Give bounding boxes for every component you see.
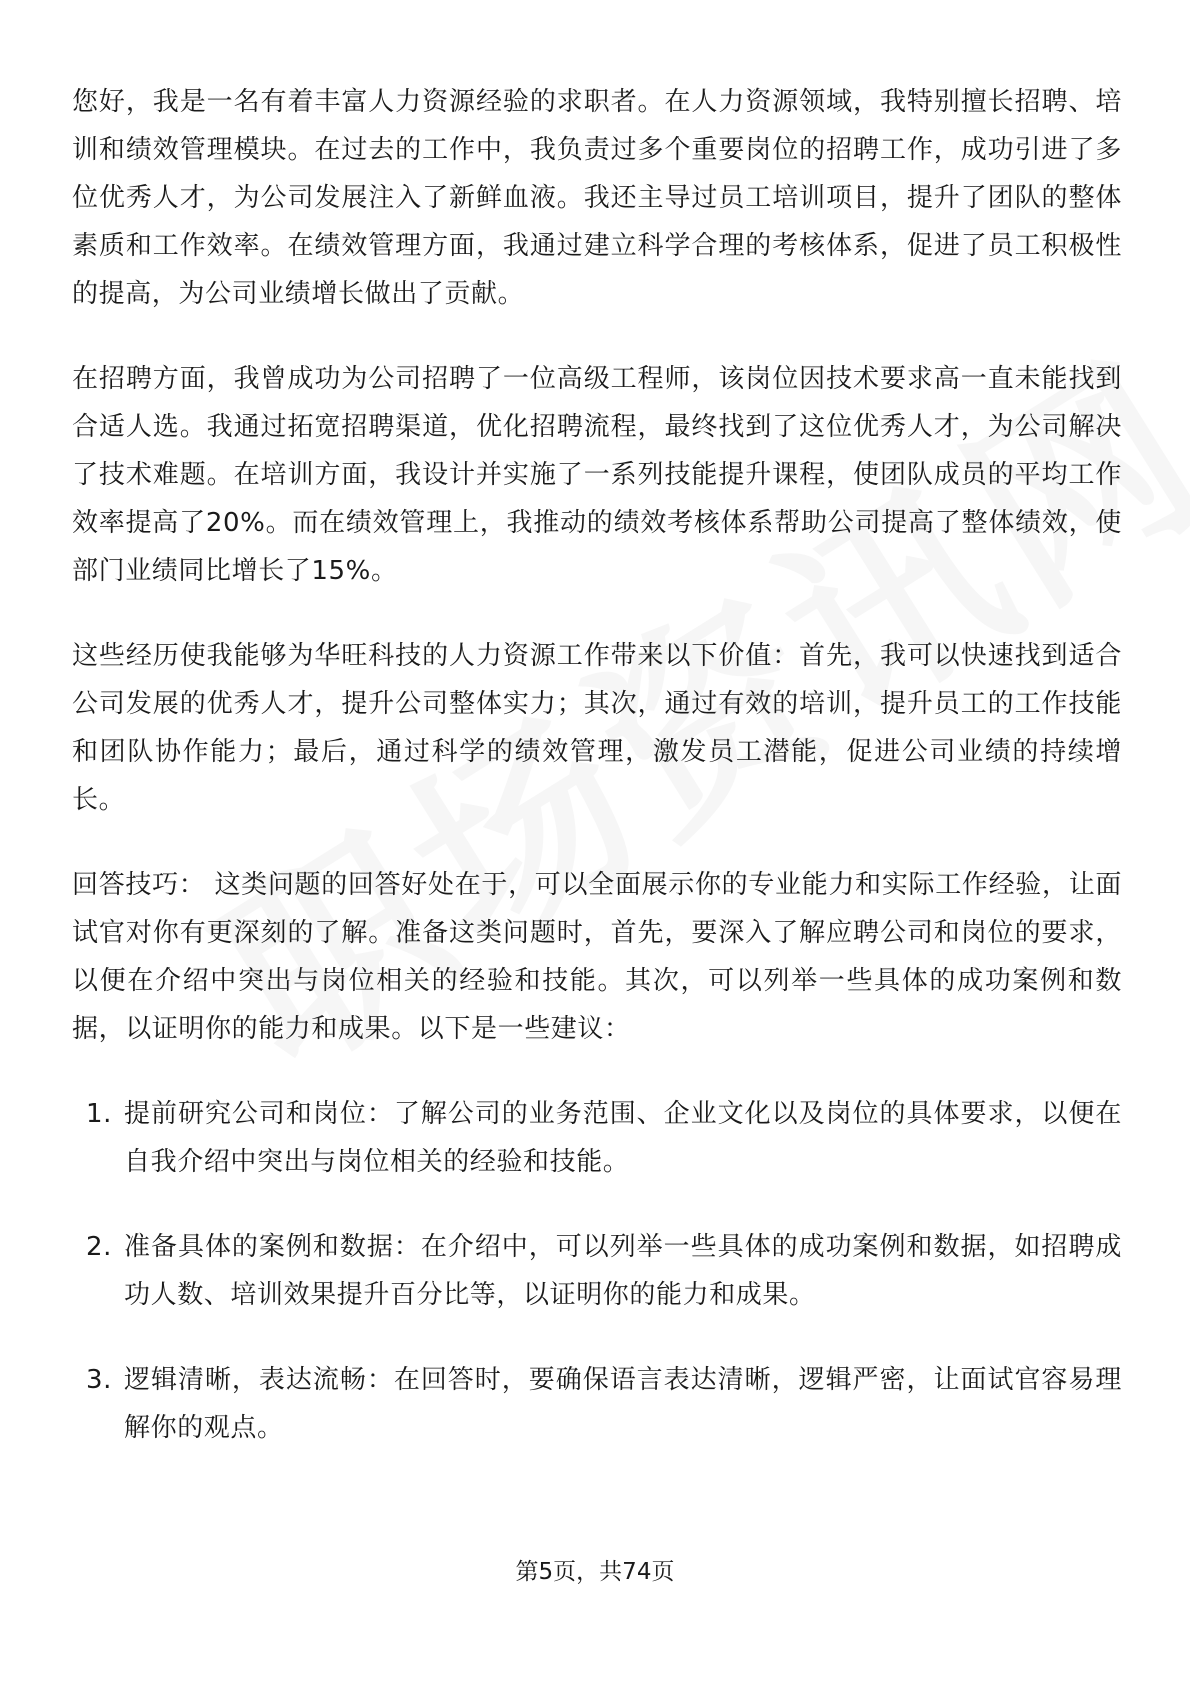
value-paragraph: 这些经历使我能够为华旺科技的人力资源工作带来以下价值：首先，我可以快速找到适合公司发展的优秀人才，提升公司整体实力；其次，通过有效的培训，提升员工的工作技能和团队协作能力；最后，通过科学的绩效管理，激发员工潜能，促进公司业绩的持续增长。 — [72, 641, 1122, 815]
page-number: 第5页，共74页 — [515, 1559, 675, 1585]
list-number: 2. — [86, 1232, 113, 1262]
list-item — [72, 1356, 1122, 1452]
intro-paragraph: 您好，我是一名有着丰富人力资源经验的求职者。在人力资源领域，我特别擅长招聘、培训和绩效管理模块。在过去的工作中，我负责过多个重要岗位的招聘工作，成功引进了多位优秀人才，为公司发展注入了新鲜血液。我还主导过员工培训项目，提升了团队的整体素质和工作效率。在绩效管理方面，我通过建立科学合理的考核体系，促进了员工积极性的提高，为公司业绩增长做出了贡献。 — [72, 87, 1122, 309]
tips-list — [72, 1090, 1122, 1452]
list-item-text: 提前研究公司和岗位：了解公司的业务范围、企业文化以及岗位的具体要求，以便在自我介绍中突出与岗位相关的经验和技能。 — [124, 1099, 1122, 1177]
answer-tips-paragraph: 回答技巧： 这类问题的回答好处在于，可以全面展示你的专业能力和实际工作经验，让面试官对你有更深刻的了解。准备这类问题时，首先，要深入了解应聘公司和岗位的要求，以便在介绍中突出与岗位相关的经验和技能。其次，可以列举一些具体的成功案例和数据，以证明你的能力和成果。以下是一些建议： — [72, 870, 1122, 1044]
list-item — [72, 1223, 1122, 1319]
list-item — [72, 1090, 1122, 1186]
list-number: 3. — [86, 1365, 113, 1395]
page-footer — [0, 1556, 1190, 1588]
list-item-text: 逻辑清晰，表达流畅：在回答时，要确保语言表达清晰，逻辑严密，让面试官容易理解你的观点。 — [124, 1365, 1122, 1443]
list-item-text: 准备具体的案例和数据：在介绍中，可以列举一些具体的成功案例和数据，如招聘成功人数、培训效果提升百分比等，以证明你的能力和成果。 — [124, 1232, 1122, 1310]
document-body — [72, 78, 1122, 1489]
experience-paragraph: 在招聘方面，我曾成功为公司招聘了一位高级工程师，该岗位因技术要求高一直未能找到合适人选。我通过拓宽招聘渠道，优化招聘流程，最终找到了这位优秀人才，为公司解决了技术难题。在培训方面，我设计并实施了一系列技能提升课程，使团队成员的平均工作效率提高了20%。而在绩效管理上，我推动的绩效考核体系帮助公司提高了整体绩效，使部门业绩同比增长了15%。 — [72, 364, 1122, 586]
list-number: 1. — [86, 1099, 113, 1129]
